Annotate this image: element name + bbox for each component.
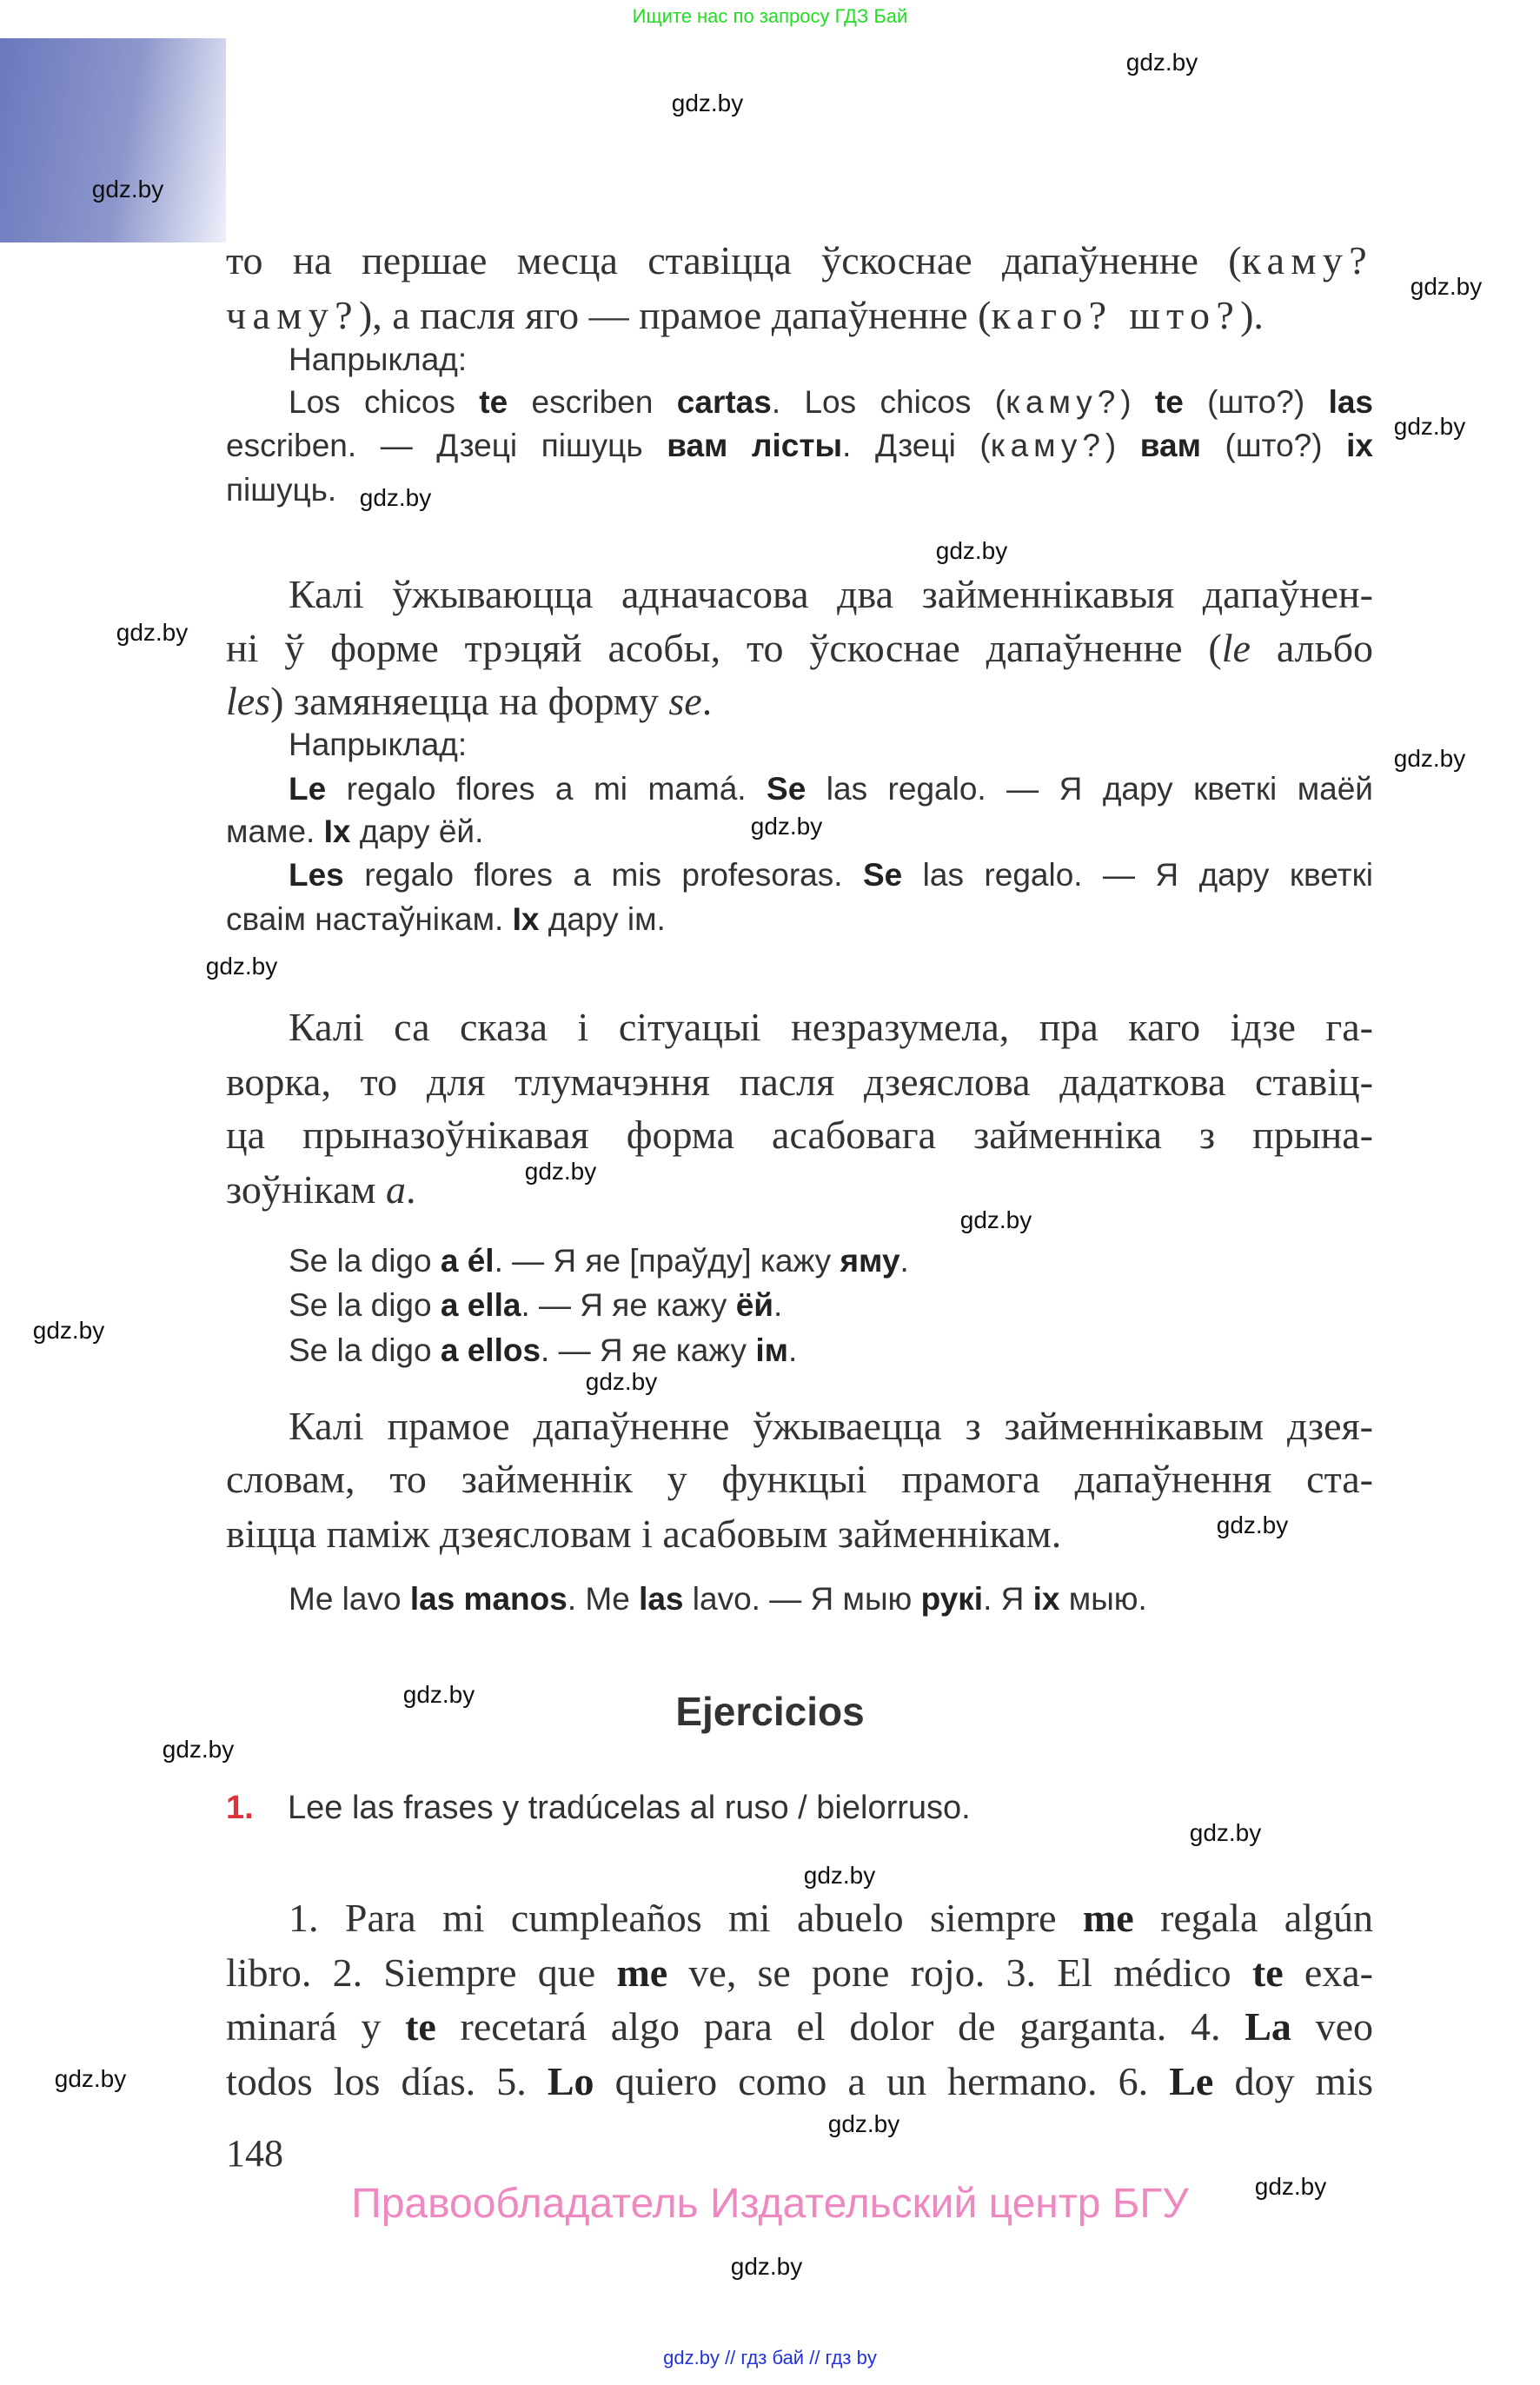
watermark: gdz.by (205, 953, 278, 980)
bold-text: te (479, 384, 508, 420)
italic-text: les (226, 679, 271, 723)
text-segment: Se la digo (289, 1287, 441, 1323)
text-segment: пішуць. (226, 472, 337, 508)
bold-text: las (1328, 384, 1373, 420)
text-segment: . Дзеці ( (842, 428, 991, 463)
text-line (226, 1508, 1373, 1560)
text-segment: escriben (508, 384, 677, 420)
text-segment: regalo flores a mis profesoras. (343, 857, 863, 893)
text-segment: (што?) (1200, 428, 1347, 463)
bold-text: me (1082, 1896, 1134, 1940)
text-segment: ворка, то для тлумачэння пасля дзеяслова дадаткова ставіц- (226, 1060, 1373, 1104)
watermark: gdz.by (116, 619, 189, 646)
watermark: gdz.by (162, 1736, 235, 1763)
bold-text: Іх (323, 814, 351, 849)
bold-text: рукі (920, 1581, 984, 1617)
example-line (226, 811, 1373, 853)
text-segment: ні ў форме трэцяй асобы, то ўскоснае дапаўненне ( (226, 626, 1222, 670)
bold-text: іх (1032, 1581, 1060, 1617)
text-segment: ) замяняецца на форму (270, 679, 669, 723)
bold-text: a él (440, 1243, 495, 1279)
page-number: 148 (226, 2132, 283, 2175)
watermark: gdz.by (1125, 49, 1198, 76)
text-segment: las regalo. — Я дару кветкі (902, 857, 1374, 893)
exercise-line (226, 1947, 1373, 1999)
watermark: gdz.by (402, 1681, 475, 1708)
text-segment: віцца паміж дзеясловам і асабовым займеннікам. (226, 1511, 1062, 1556)
bold-text: Іх (512, 901, 540, 937)
bold-text: Le (1169, 2059, 1214, 2103)
watermark: gdz.by (32, 1317, 105, 1344)
text-segment: quiero como a un hermano. 6. (594, 2059, 1170, 2103)
text-line (226, 568, 1373, 621)
text-segment: ve, se pone rojo. 3. El médico (667, 1950, 1252, 1995)
example-line (226, 1285, 1373, 1326)
example-label (226, 724, 1373, 766)
text-segment: libro. 2. Siempre que (226, 1950, 617, 1995)
text-segment: то на першае месца ставіцца ўскоснае дапаўненне ( (226, 238, 1242, 282)
text-segment: альбо (1250, 626, 1373, 670)
example-line (226, 854, 1373, 896)
text-segment: дару ім. (539, 901, 666, 937)
watermark: gdz.by (803, 1862, 876, 1889)
text-segment: словам, то займеннік у функцыі прамога дапаўнення ста- (226, 1457, 1373, 1501)
bold-text: La (1245, 2004, 1291, 2049)
text-segment: зоўнікам (226, 1167, 386, 1212)
text-line (226, 1056, 1373, 1108)
text-segment: . (899, 1243, 909, 1279)
bold-text: me (616, 1950, 668, 1995)
text-line (226, 235, 1373, 287)
watermark: gdz.by (1254, 2173, 1327, 2200)
text-segment: ца прыназоўнікавая форма асабовага займенніка з прына- (226, 1113, 1373, 1157)
text-segment: regalo flores a mi mamá. (326, 771, 767, 807)
text-segment: Напрыклад: (289, 727, 468, 762)
text-segment: каго? што? (991, 293, 1241, 337)
watermark: gdz.by (1216, 1511, 1289, 1538)
example-line (226, 469, 1373, 511)
bold-text: іх (1346, 428, 1373, 463)
text-segment: . (787, 1332, 798, 1368)
bold-text: cartas (676, 384, 772, 420)
bold-text: las (639, 1581, 684, 1617)
bold-text: ім (755, 1332, 788, 1368)
text-segment: regala algún (1133, 1896, 1373, 1940)
text-segment: recetará algo para el dolor de garganta. 4. (435, 2004, 1245, 2049)
watermark: gdz.by (91, 176, 164, 203)
text-segment: Калі ўжываюцца адначасова два займеннікавыя дапаўнен- (289, 572, 1373, 616)
exercise-line (226, 2001, 1373, 2053)
bold-text: Se (767, 771, 807, 807)
text-segment: ) (1120, 384, 1155, 420)
top-search-note: Ищите нас по запросу ГДЗ Бай (632, 5, 908, 27)
text-segment: дару ёй. (350, 814, 484, 849)
text-segment: 1. Para mi cumpleaños mi abuelo siempre (289, 1896, 1083, 1940)
example-label (226, 339, 1373, 381)
text-segment: Калі прамое дапаўненне ўжываецца з займеннікавым дзея- (289, 1404, 1373, 1448)
exercise-line (226, 2056, 1373, 2108)
watermark: gdz.by (959, 1206, 1032, 1233)
watermark: gdz.by (359, 484, 432, 511)
text-segment: . (701, 679, 713, 723)
text-segment: каму? (1241, 238, 1373, 282)
text-segment: . Я (983, 1581, 1033, 1617)
text-line (226, 1001, 1373, 1053)
watermark: gdz.by (1189, 1819, 1262, 1846)
exercise-instruction: Lee las frases y tradúcelas al ruso / bielorruso. (288, 1790, 971, 1826)
text-segment: lavo. — Я мыю (683, 1581, 921, 1617)
text-line (226, 1400, 1373, 1452)
watermark: gdz.by (1393, 413, 1466, 440)
text-segment: мыю. (1059, 1581, 1147, 1617)
text-segment: . (773, 1287, 783, 1323)
text-segment: . (405, 1167, 416, 1212)
text-segment: ) (1105, 428, 1140, 463)
copyright-owner: Правообладатель Издательский центр БГУ (351, 2181, 1189, 2227)
bold-text: te (1251, 1950, 1284, 1995)
text-segment: Los chicos (289, 384, 480, 420)
text-segment: . Los chicos ( (771, 384, 1006, 420)
text-segment: minará y (226, 2004, 406, 2049)
text-segment: маме. (226, 814, 324, 849)
bold-text: a ella (440, 1287, 521, 1323)
text-line (226, 1453, 1373, 1505)
watermark: gdz.by (935, 537, 1008, 564)
bold-text: te (1154, 384, 1184, 420)
watermark: gdz.by (585, 1368, 658, 1395)
bold-text: Les (289, 857, 344, 893)
text-segment: las regalo. — Я дару кветкі маёй (806, 771, 1373, 807)
text-segment: Se la digo (289, 1332, 441, 1368)
text-segment: Se la digo (289, 1243, 441, 1279)
exercise-line (226, 1892, 1373, 1944)
watermark: gdz.by (750, 813, 823, 840)
text-segment: сваім настаўнікам. (226, 901, 513, 937)
text-segment: . Me (567, 1581, 640, 1617)
text-segment: todos los días. 5. (226, 2059, 548, 2103)
watermark: gdz.by (1393, 745, 1466, 772)
example-line (226, 382, 1373, 423)
bold-text: вам (1139, 428, 1201, 463)
example-line (226, 1578, 1373, 1620)
text-segment: ). (1240, 293, 1264, 337)
watermark: gdz.by (827, 2110, 900, 2137)
exercise-number: 1. (226, 1790, 254, 1826)
text-segment: veo (1291, 2004, 1374, 2049)
example-line (226, 899, 1373, 940)
text-line (226, 622, 1373, 674)
watermark: gdz.by (54, 2065, 127, 2092)
text-segment: каму? (990, 428, 1105, 463)
section-heading: Ejercicios (675, 1689, 865, 1734)
watermark: gdz.by (730, 2253, 803, 2280)
text-line (226, 1109, 1373, 1161)
bold-text: ёй (735, 1287, 774, 1323)
example-line (226, 1240, 1373, 1282)
example-line (226, 1330, 1373, 1372)
text-segment: escriben. — Дзеці пішуць (226, 428, 667, 463)
text-segment: Напрыклад: (289, 342, 468, 377)
italic-text: le (1221, 626, 1251, 670)
text-segment: . — Я яе кажу (541, 1332, 756, 1368)
text-line (226, 675, 1373, 727)
text-segment: doy mis (1213, 2059, 1374, 2103)
footer-links[interactable]: gdz.by // гдз бай // гдз by (663, 2347, 877, 2368)
bold-text: яму (840, 1243, 900, 1279)
bold-text: Lo (547, 2059, 594, 2103)
text-segment: exa- (1283, 1950, 1374, 1995)
text-segment: Me lavo (289, 1581, 410, 1617)
text-segment: Калі са сказа і сітуацыі незразумела, пра каго ідзе га- (289, 1005, 1373, 1049)
example-line (226, 425, 1373, 467)
text-line (226, 289, 1373, 342)
bold-text: las manos (409, 1581, 568, 1617)
text-segment: . — Я яе кажу (521, 1287, 736, 1323)
bold-text: Le (289, 771, 327, 807)
text-segment: чаму? (226, 293, 359, 337)
text-segment: ), а пасля яго — прамое дапаўненне ( (358, 293, 992, 337)
watermark: gdz.by (1410, 273, 1483, 300)
bold-text: a ellos (440, 1332, 541, 1368)
italic-text: a (385, 1167, 406, 1212)
text-segment: (што?) (1183, 384, 1329, 420)
italic-text: se (668, 679, 702, 723)
bold-text: Se (862, 857, 903, 893)
example-line (226, 768, 1373, 810)
watermark: gdz.by (671, 90, 744, 116)
corner-decoration (0, 38, 226, 242)
text-line (226, 1164, 1373, 1216)
text-segment: . — Я яе [праўду] кажу (494, 1243, 840, 1279)
bold-text: te (405, 2004, 436, 2049)
text-segment: каму? (1006, 384, 1121, 420)
watermark: gdz.by (524, 1158, 597, 1185)
bold-text: вам лісты (667, 428, 843, 463)
